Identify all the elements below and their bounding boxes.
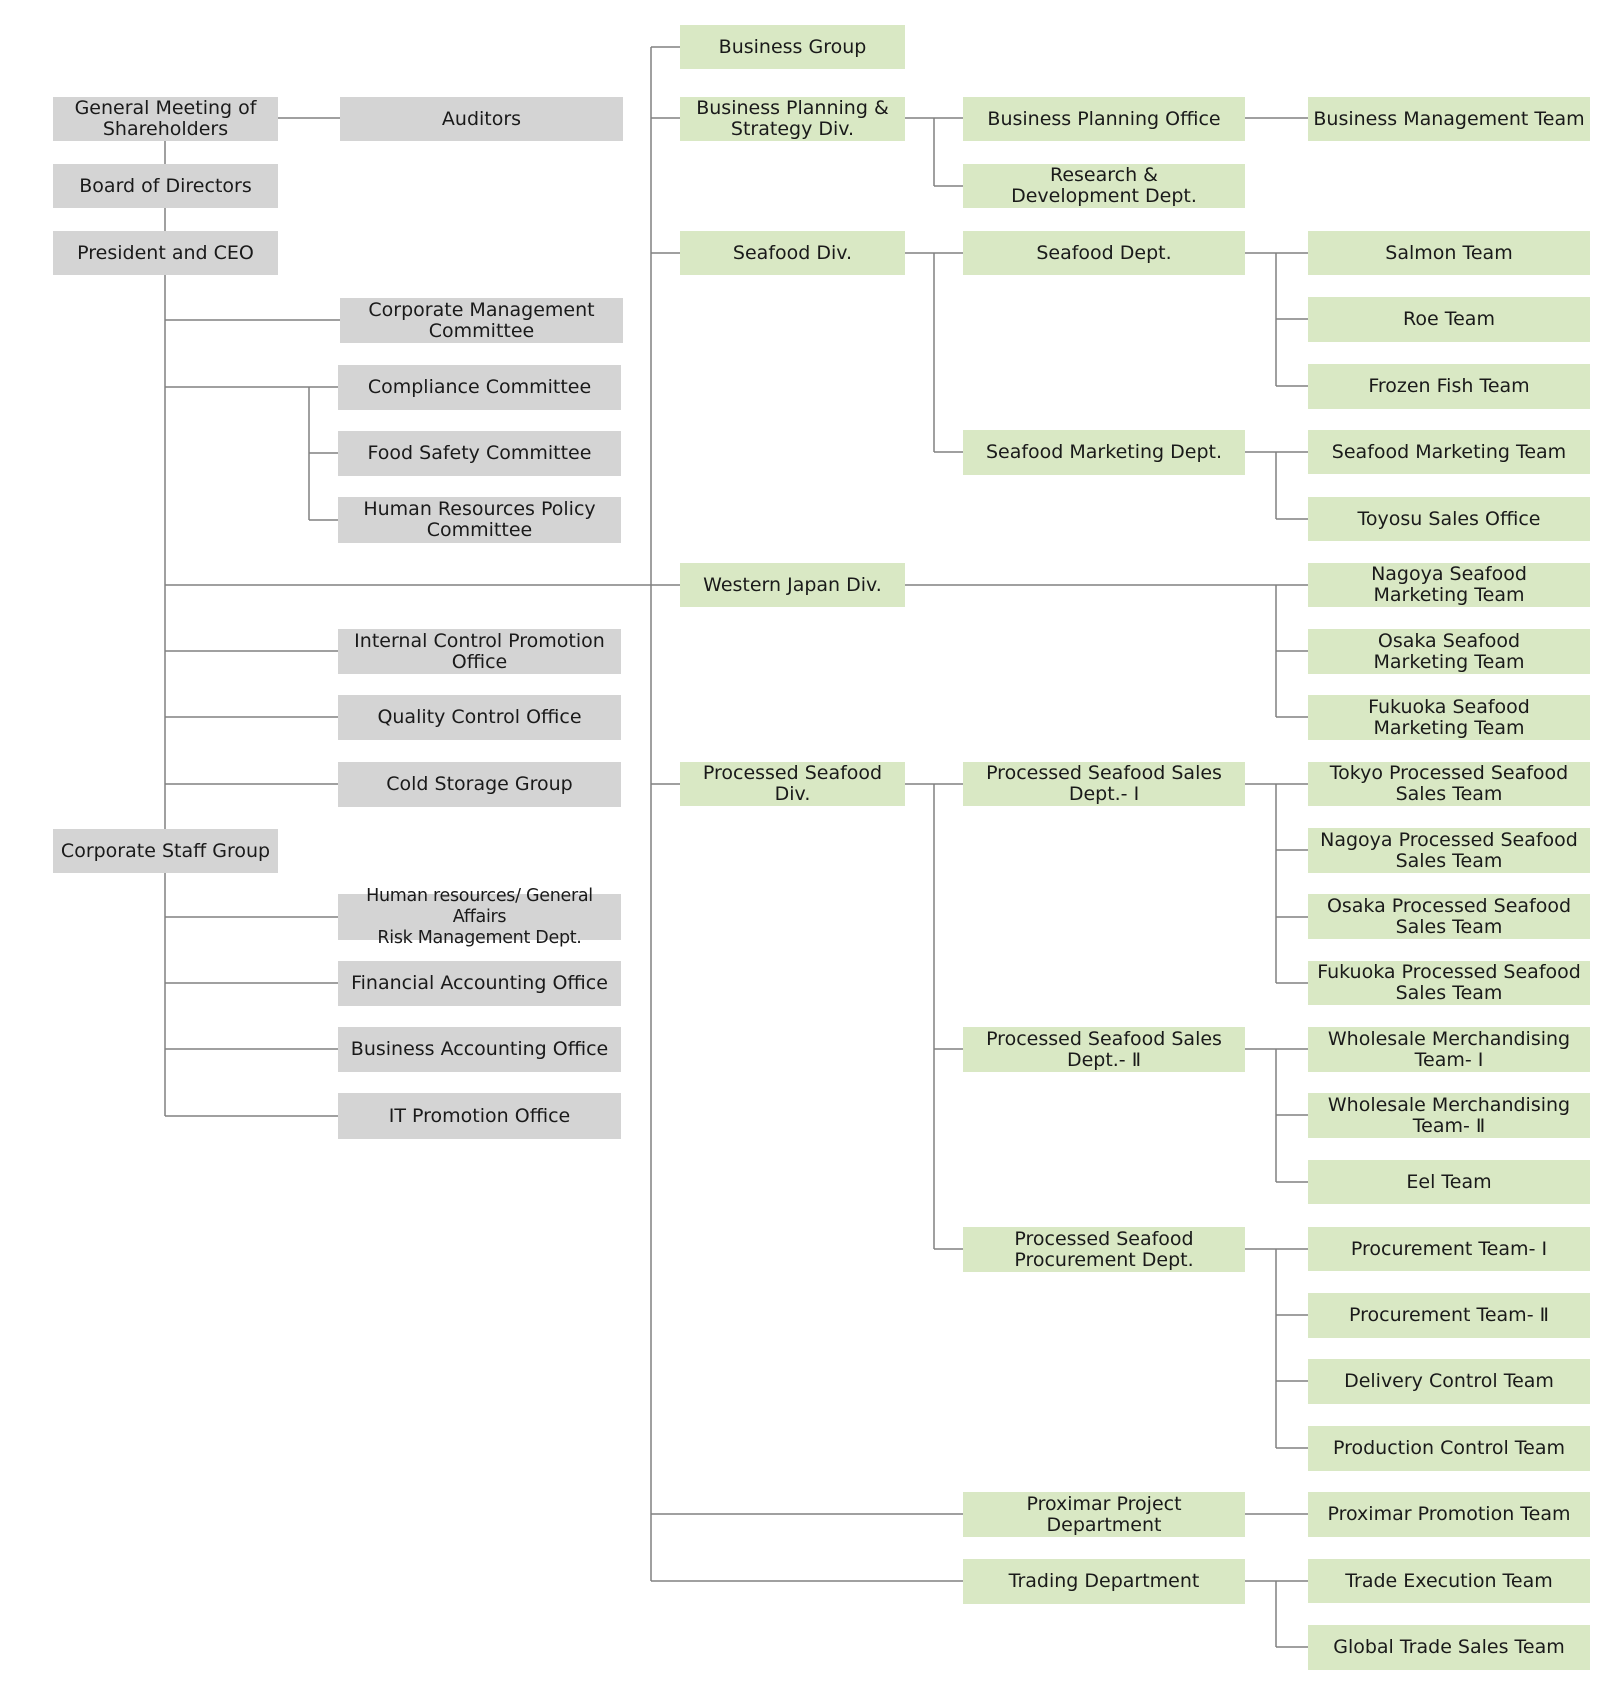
processed-seafood-procurement-dept-box: Processed Seafood Procurement Dept.: [963, 1227, 1245, 1272]
internal-control-promotion-office-box: Internal Control Promotion Office: [338, 629, 621, 674]
processed-seafood-sales-dept-2-box: Processed Seafood Sales Dept.- Ⅱ: [963, 1027, 1245, 1072]
toyosu-sales-office-box: Toyosu Sales Office: [1308, 497, 1590, 541]
seafood-marketing-team-box: Seafood Marketing Team: [1308, 430, 1590, 474]
procurement-team-2-box: Procurement Team- Ⅱ: [1308, 1293, 1590, 1338]
roe-team-box: Roe Team: [1308, 297, 1590, 342]
salmon-team-box: Salmon Team: [1308, 231, 1590, 275]
fukuoka-seafood-marketing-team-box: Fukuoka Seafood Marketing Team: [1308, 695, 1590, 740]
quality-control-office-box: Quality Control Office: [338, 695, 621, 740]
business-planning-office-box: Business Planning Office: [963, 97, 1245, 141]
frozen-fish-team-box: Frozen Fish Team: [1308, 364, 1590, 409]
seafood-div-box: Seafood Div.: [680, 231, 905, 275]
food-safety-committee-box: Food Safety Committee: [338, 431, 621, 476]
nagoya-seafood-marketing-team-box: Nagoya Seafood Marketing Team: [1308, 563, 1590, 607]
board-of-directors-box: Board of Directors: [53, 164, 278, 208]
wholesale-merchandising-team-2-box: Wholesale Merchandising Team- Ⅱ: [1308, 1093, 1590, 1138]
delivery-control-team-box: Delivery Control Team: [1308, 1359, 1590, 1404]
auditors-box: Auditors: [340, 97, 623, 141]
proximar-project-department-box: Proximar Project Department: [963, 1492, 1245, 1537]
western-japan-div-box: Western Japan Div.: [680, 563, 905, 607]
eel-team-box: Eel Team: [1308, 1160, 1590, 1204]
wholesale-merchandising-team-1-box: Wholesale Merchandising Team- Ⅰ: [1308, 1027, 1590, 1072]
hr-general-affairs-risk-dept-box: Human resources/ General Affairs Risk Management Dept.: [338, 894, 621, 940]
business-accounting-office-box: Business Accounting Office: [338, 1027, 621, 1072]
corporate-management-committee-box: Corporate Management Committee: [340, 298, 623, 343]
trade-execution-team-box: Trade Execution Team: [1308, 1559, 1590, 1603]
procurement-team-1-box: Procurement Team- Ⅰ: [1308, 1227, 1590, 1271]
president-ceo-box: President and CEO: [53, 231, 278, 275]
processed-seafood-div-box: Processed Seafood Div.: [680, 762, 905, 806]
osaka-processed-seafood-sales-team-box: Osaka Processed Seafood Sales Team: [1308, 894, 1590, 939]
tokyo-processed-seafood-sales-team-box: Tokyo Processed Seafood Sales Team: [1308, 762, 1590, 806]
it-promotion-office-box: IT Promotion Office: [338, 1093, 621, 1139]
financial-accounting-office-box: Financial Accounting Office: [338, 961, 621, 1006]
general-meeting-of-shareholders-box: General Meeting of Shareholders: [53, 97, 278, 141]
compliance-committee-box: Compliance Committee: [338, 365, 621, 410]
production-control-team-box: Production Control Team: [1308, 1426, 1590, 1471]
global-trade-sales-team-box: Global Trade Sales Team: [1308, 1625, 1590, 1670]
hr-policy-committee-box: Human Resources Policy Committee: [338, 497, 621, 543]
seafood-dept-box: Seafood Dept.: [963, 231, 1245, 275]
business-management-team-box: Business Management Team: [1308, 97, 1590, 141]
business-planning-strategy-div-box: Business Planning & Strategy Div.: [680, 97, 905, 141]
trading-department-box: Trading Department: [963, 1559, 1245, 1604]
business-group-box: Business Group: [680, 25, 905, 69]
proximar-promotion-team-box: Proximar Promotion Team: [1308, 1492, 1590, 1537]
research-development-dept-box: Research & Development Dept.: [963, 164, 1245, 208]
cold-storage-group-box: Cold Storage Group: [338, 762, 621, 807]
fukuoka-processed-seafood-sales-team-box: Fukuoka Processed Seafood Sales Team: [1308, 961, 1590, 1005]
processed-seafood-sales-dept-1-box: Processed Seafood Sales Dept.- Ⅰ: [963, 762, 1245, 806]
nagoya-processed-seafood-sales-team-box: Nagoya Processed Seafood Sales Team: [1308, 828, 1590, 873]
corporate-staff-group-box: Corporate Staff Group: [53, 829, 278, 873]
osaka-seafood-marketing-team-box: Osaka Seafood Marketing Team: [1308, 629, 1590, 674]
seafood-marketing-dept-box: Seafood Marketing Dept.: [963, 430, 1245, 475]
